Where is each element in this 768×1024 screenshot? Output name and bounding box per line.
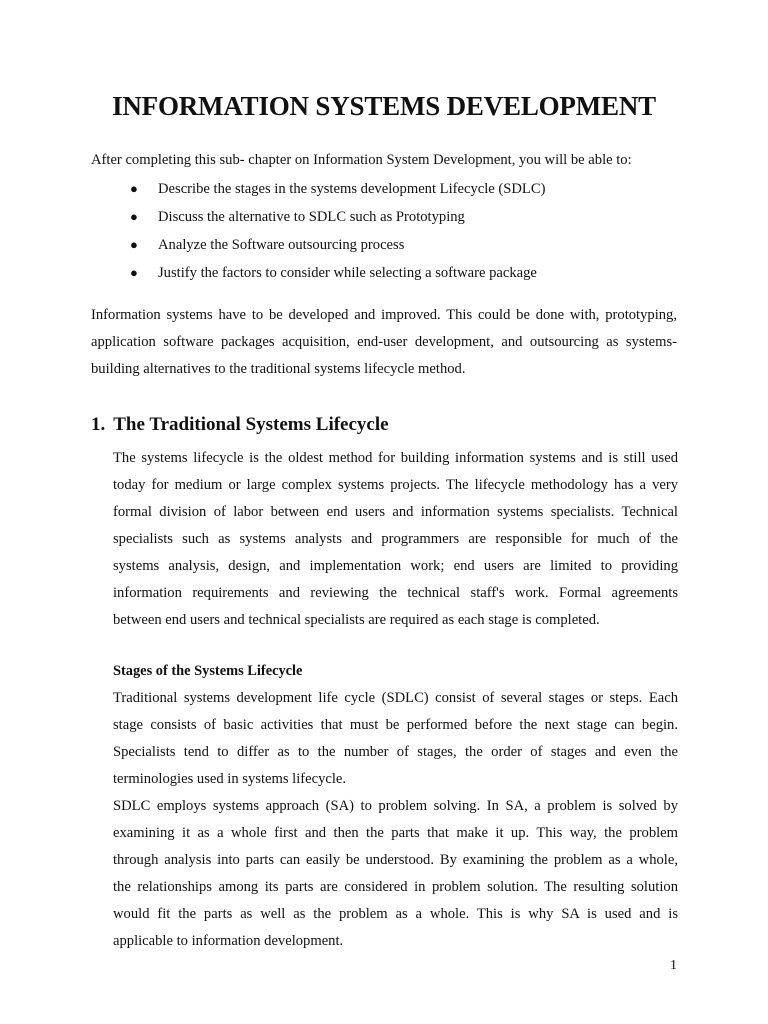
section-number: 1. [91,414,106,435]
list-item-text: Justify the factors to consider while selecting a software package [158,265,537,281]
text-line: through analysis into parts can easily be understood. By examining the problem as a whole, [113,852,678,868]
text-line: specialists such as systems analysts and programmers are responsible for much of the [113,531,678,547]
stages-paragraph [113,689,678,959]
subsection-heading: Stages of the Systems Lifecycle [113,663,303,679]
text-line: Specialists tend to differ as to the number of stages, the order of stages and even the [113,744,678,760]
text-line: information requirements and reviewing the technical staff's work. Formal agreements [113,585,678,601]
text-line: the relationships among its parts are considered in problem solution. The resulting solution [113,879,678,895]
list-item [130,180,545,208]
text-line: The systems lifecycle is the oldest method for building information systems and is still used [113,450,678,466]
objectives-list [130,180,545,292]
bullet-icon: ● [130,209,138,224]
lifecycle-paragraph [113,449,678,638]
list-item [130,208,545,236]
page-number: 1 [670,958,677,973]
document-title: INFORMATION SYSTEMS DEVELOPMENT [112,91,656,121]
overview-paragraph [91,306,677,387]
bullet-icon: ● [130,237,138,252]
list-item-text: Describe the stages in the systems development Lifecycle (SDLC) [158,181,546,197]
text-line: between end users and technical specialists are required as each stage is completed. [113,612,600,628]
list-item [130,264,545,292]
text-line: would fit the parts as well as the problem as a whole. This is why SA is used and is [113,906,678,922]
list-item-text: Analyze the Software outsourcing process [158,237,405,253]
list-item [130,236,545,264]
text-line: today for medium or large complex systems projects. The lifecycle methodology has a very [113,477,678,493]
text-line: stage consists of basic activities that must be performed before the next stage can begin. [113,717,678,733]
intro-paragraph: After completing this sub- chapter on Information System Development, you will be able to: [91,152,632,168]
text-line: Traditional systems development life cycle (SDLC) consist of several stages or steps. Each [113,690,678,706]
text-line: formal division of labor between end users and information systems specialists. Technical [113,504,678,520]
bullet-icon: ● [130,181,138,196]
text-line: building alternatives to the traditional systems lifecycle method. [91,361,466,377]
text-line: systems analysis, design, and implementation work; end users are limited to providing [113,558,678,574]
text-line: SDLC employs systems approach (SA) to problem solving. In SA, a problem is solved by [113,798,678,814]
text-line: applicable to information development. [113,933,344,949]
bullet-icon: ● [130,265,138,280]
section-heading [91,414,389,436]
text-line: terminologies used in systems lifecycle. [113,771,347,787]
text-line: Information systems have to be developed and improved. This could be done with, prototyping, [91,307,677,323]
text-line: examining it as a whole first and then the parts that make it up. This way, the problem [113,825,678,841]
text-line: application software packages acquisition, end-user development, and outsourcing as systems- [91,334,677,350]
section-title: The Traditional Systems Lifecycle [113,414,389,435]
list-item-text: Discuss the alternative to SDLC such as Prototyping [158,209,465,225]
